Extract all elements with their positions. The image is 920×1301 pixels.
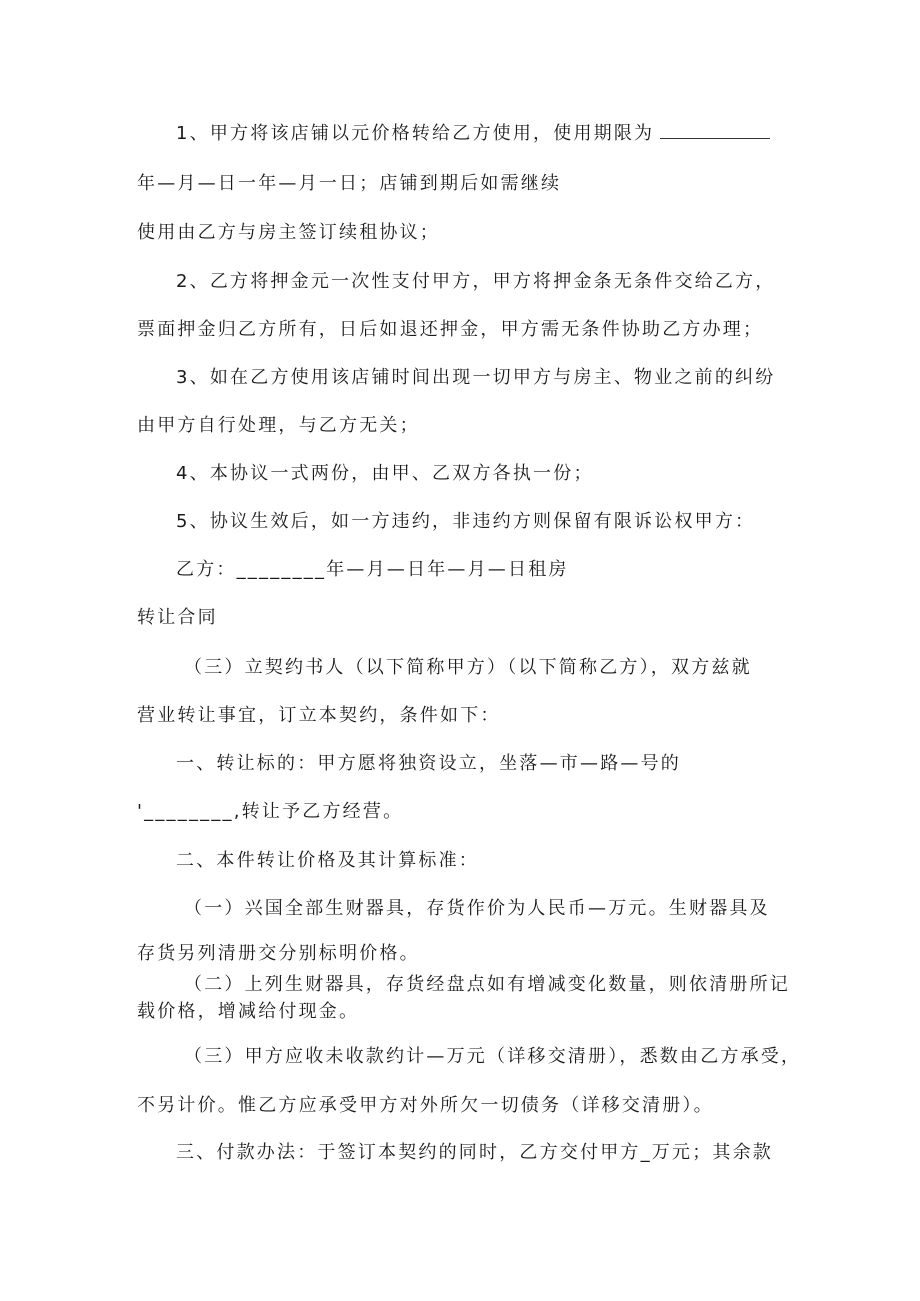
paragraph-line: 由甲方自行处理，与乙方无关； bbox=[137, 415, 420, 436]
paragraph-line bbox=[176, 122, 770, 146]
paragraph-line: 载价格，增减给付现金。 bbox=[137, 1001, 360, 1022]
paragraph-line: （三）立契约书人（以下简称甲方）（以下简称乙方），双方兹就 bbox=[184, 657, 752, 678]
paragraph-line: 不另计价。惟乙方应承受甲方对外所欠一切债务（详移交清册）。 bbox=[137, 1095, 714, 1116]
paragraph-line: （一）兴国全部生财器具，存货作价为人民币—万元。生财器具及 bbox=[184, 898, 770, 919]
paragraph-line: 乙方：________年—月—日年—月—日租房 bbox=[176, 559, 569, 580]
paragraph-line: 4、本协议一式两份，由甲、乙双方各执一份； bbox=[176, 463, 594, 484]
paragraph-line: 一、转让标的：甲方愿将独资设立，坐落—市—路—号的 bbox=[176, 753, 681, 774]
paragraph-line: 使用由乙方与房主签订续租协议； bbox=[137, 222, 440, 243]
paragraph-line: 存货另列清册交分别标明价格。 bbox=[137, 943, 420, 964]
paragraph-line: 二、本件转让价格及其计算标准： bbox=[176, 850, 479, 871]
paragraph-line: 5、协议生效后，如一方违约，非违约方则保留有限诉讼权甲方： bbox=[176, 511, 756, 532]
line-text: 1、甲方将该店铺以元价格转给乙方使用，使用期限为 bbox=[176, 123, 655, 144]
section-title: 转让合同 bbox=[137, 607, 218, 628]
fill-in-blank bbox=[660, 124, 770, 139]
paragraph-line: （二）上列生财器具，存货经盘点如有增减变化数量，则依清册所记 bbox=[184, 974, 790, 995]
paragraph-line: 年—月—日一年—月一日；店铺到期后如需继续 bbox=[137, 173, 562, 194]
paragraph-line: 三、付款办法：于签订本契约的同时，乙方交付甲方_万元；其余款 bbox=[176, 1142, 773, 1163]
paragraph-line: 3、如在乙方使用该店铺时间出现一切甲方与房主、物业之前的纠纷 bbox=[176, 367, 776, 388]
paragraph-line: 2、乙方将押金元一次性支付甲方，甲方将押金条无条件交给乙方， bbox=[176, 271, 776, 292]
paragraph-line: 票面押金归乙方所有，日后如退还押金，甲方需无条件协助乙方办理； bbox=[137, 319, 764, 340]
paragraph-line: '________,转让予乙方经营。 bbox=[137, 801, 404, 822]
paragraph-line: （三）甲方应收未收款约计—万元（详移交清册），悉数由乙方承受， bbox=[184, 1046, 802, 1067]
paragraph-line: 营业转让事宜，订立本契约，条件如下： bbox=[137, 705, 501, 726]
